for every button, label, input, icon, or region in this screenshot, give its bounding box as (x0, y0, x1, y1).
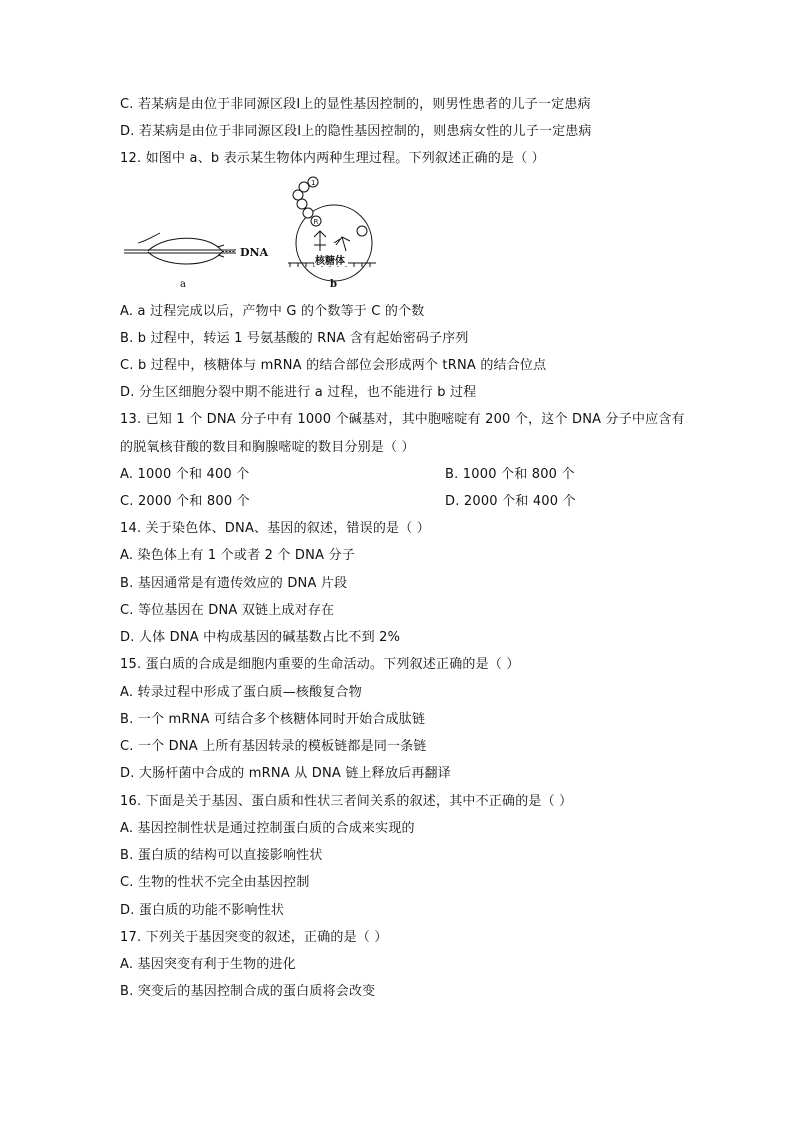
process-a-diagram (124, 233, 236, 264)
q13-option-b: B. 1000 个和 800 个 (445, 467, 575, 482)
q11-option-c: C. 若某病是由位于非同源区段Ⅰ上的显性基因控制的，则男性患者的儿子一定患病 (120, 97, 591, 112)
q12-option-c: C. b 过程中，核糖体与 mRNA 的结合部位会形成两个 tRNA 的结合位点 (120, 358, 547, 373)
q17-option-a: A. 基因突变有利于生物的进化 (120, 957, 296, 972)
q13-option-c: C. 2000 个和 800 个 (120, 494, 250, 509)
q13-option-d: D. 2000 个和 400 个 (445, 494, 576, 509)
amino-acid-1-label: 1 (311, 179, 316, 187)
label-b: b (330, 279, 337, 290)
q12-option-b: B. b 过程中，转运 1 号氨基酸的 RNA 含有起始密码子序列 (120, 331, 469, 346)
q12-option-a: A. a 过程完成以后，产物中 G 的个数等于 C 的个数 (120, 304, 425, 319)
q12-stem: 12. 如图中 a、b 表示某生物体内两种生理过程。下列叙述正确的是（ ） (120, 151, 545, 166)
q15-option-c: C. 一个 DNA 上所有基因转录的模板链都是同一条链 (120, 739, 427, 754)
dna-label: DNA (240, 246, 269, 259)
q12-option-d: D. 分生区细胞分裂中期不能进行 a 过程，也不能进行 b 过程 (120, 385, 477, 400)
transcription-translation-diagram (118, 175, 378, 293)
q14-option-a: A. 染色体上有 1 个或者 2 个 DNA 分子 (120, 548, 355, 563)
q13-stem-cont: 的脱氧核苷酸的数目和胸腺嘧啶的数目分别是（ ） (120, 440, 415, 455)
q12-figure (118, 175, 378, 293)
q14-stem: 14. 关于染色体、DNA、基因的叙述，错误的是（ ） (120, 521, 430, 536)
q16-stem: 16. 下面是关于基因、蛋白质和性状三者间关系的叙述，其中不正确的是（ ） (120, 794, 573, 809)
q14-option-d: D. 人体 DNA 中构成基因的碱基数占比不到 2% (120, 630, 401, 645)
q13-stem: 13. 已知 1 个 DNA 分子中有 1000 个碱基对，其中胞嘧啶有 200 个，这个 DNA 分子中应含有 (120, 412, 685, 427)
q13-option-a: A. 1000 个和 400 个 (120, 467, 250, 482)
q15-stem: 15. 蛋白质的合成是细胞内重要的生命活动。下列叙述正确的是（ ） (120, 657, 520, 672)
q17-stem: 17. 下列关于基因突变的叙述，正确的是（ ） (120, 930, 388, 945)
ribosome-label: 核糖体 (315, 256, 345, 267)
amino-acid-r-label: R (313, 218, 319, 226)
label-a: a (180, 279, 186, 290)
q15-option-b: B. 一个 mRNA 可结合多个核糖体同时开始合成肽链 (120, 712, 426, 727)
q17-option-b: B. 突变后的基因控制合成的蛋白质将会改变 (120, 984, 376, 999)
q16-option-c: C. 生物的性状不完全由基因控制 (120, 875, 310, 890)
q14-option-b: B. 基因通常是有遗传效应的 DNA 片段 (120, 576, 348, 591)
q16-option-a: A. 基因控制性状是通过控制蛋白质的合成来实现的 (120, 821, 415, 836)
q11-option-d: D. 若某病是由位于非同源区段Ⅰ上的隐性基因控制的，则患病女性的儿子一定患病 (120, 124, 592, 139)
q16-option-b: B. 蛋白质的结构可以直接影响性状 (120, 848, 323, 863)
q15-option-a: A. 转录过程中形成了蛋白质—核酸复合物 (120, 685, 362, 700)
q16-option-d: D. 蛋白质的功能不影响性状 (120, 903, 285, 918)
q14-option-c: C. 等位基因在 DNA 双链上成对存在 (120, 603, 335, 618)
q15-option-d: D. 大肠杆菌中合成的 mRNA 从 DNA 链上释放后再翻译 (120, 766, 451, 781)
